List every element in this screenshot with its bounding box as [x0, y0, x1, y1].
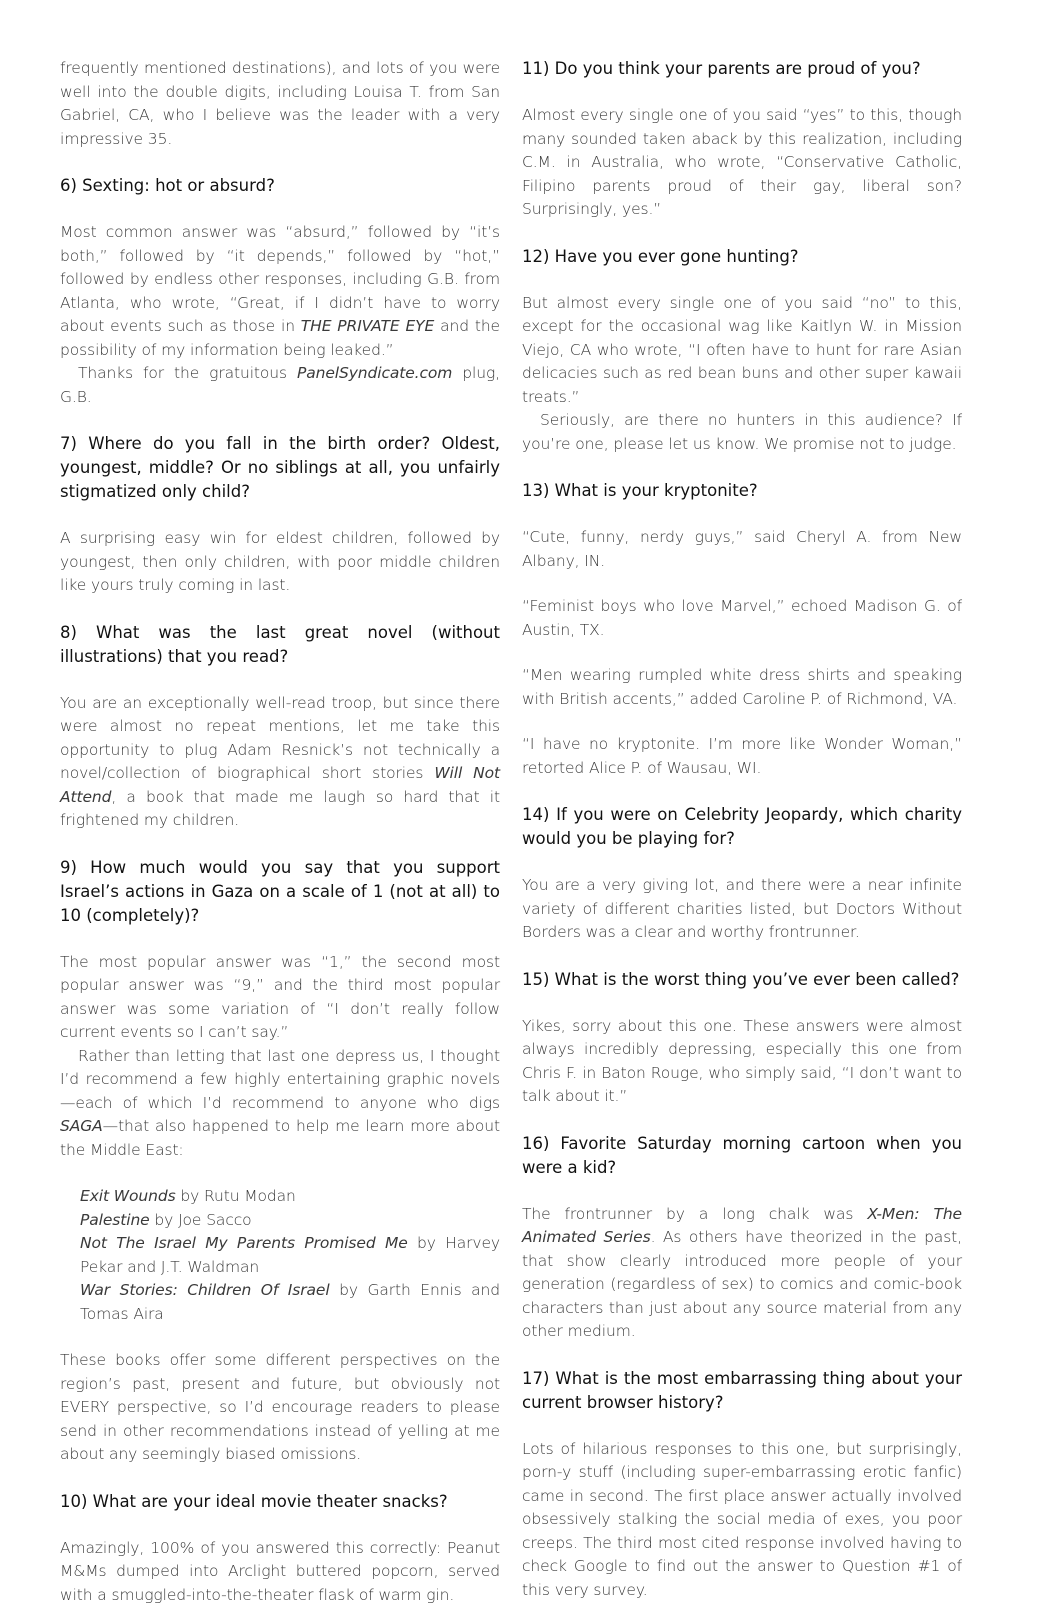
answer-6-text-a: Most common answer was “absurd,” followed by “it’s both,” followed by “it depends,” followed by “hot,” followed by endless other responses, including G.B. from Atlanta, who wrote, “Great, if I didn’t have to worry about events such as those in	[60, 223, 500, 335]
answer-6-followup-a: Thanks for the gratuitous	[78, 364, 297, 382]
question-15: 15) What is the worst thing you’ve ever been called?	[522, 968, 962, 992]
question-7: 7) Where do you fall in the birth order? Oldest, youngest, middle? Or no siblings at all, you unfairly stigmatized only child?	[60, 432, 500, 504]
book-item	[80, 1279, 500, 1326]
question-8: 8) What was the last great novel (without illustrations) that you read?	[60, 621, 500, 669]
answer-16-text-c: . As others have theorized in the past, that show clearly introduced more people of your generation (regardless of sex) to comics and comic-book characters than just about any source material from any other medium.	[522, 1228, 962, 1340]
answer-9-text-c: —that also happened to help me learn more about the Middle East:	[60, 1117, 500, 1159]
answer-7-paragraph: A surprising easy win for eldest children, followed by youngest, then only children, with poor middle children like yours truly coming in last.	[60, 527, 500, 598]
answer-8-paragraph	[60, 692, 500, 833]
question-14: 14) If you were on Celebrity Jeopardy, which charity would you be playing for?	[522, 803, 962, 851]
answer-10-paragraph: Amazingly, 100% of you answered this correctly: Peanut M&Ms dumped into Arclight buttered popcorn, served with a smuggled-into-the-theater flask of warm gin.	[60, 1537, 500, 1607]
book-author: by Rutu Modan	[176, 1187, 296, 1205]
question-16: 16) Favorite Saturday morning cartoon when you were a kid?	[522, 1132, 962, 1180]
answer-11-paragraph: Almost every single one of you said “yes” to this, though many sounded taken aback by this realization, including C.M. in Australia, who wrote, “Conservative Catholic, Filipino parents proud of their gay, liberal son? Surprisingly, yes.”	[522, 104, 962, 222]
answer-6-italic-title: THE PRIVATE EYE	[301, 317, 434, 335]
question-6: 6) Sexting: hot or absurd?	[60, 174, 500, 198]
question-13: 13) What is your kryptonite?	[522, 479, 962, 503]
answer-6-followup	[60, 362, 500, 409]
answer-16-text-a: The frontrunner by a long chalk was	[522, 1205, 867, 1223]
answer-6-paragraph	[60, 221, 500, 362]
answer-17-paragraph: Lots of hilarious responses to this one, but surprisingly, porn-y stuff (including super-embarrassing erotic fanfic) came in second. The first place answer actually involved obsessively stalking the social media of exes, you poor creeps. The third most cited response involved having to check Google to find out the answer to Question #1 of this very survey.	[522, 1438, 962, 1603]
answer-9-text-a: Rather than letting that last one depress us, I thought I’d recommend a few highly entertaining graphic novels—each of which I’d recommend to anyone who digs	[60, 1047, 500, 1112]
book-title: Palestine	[80, 1211, 150, 1229]
right-column	[522, 57, 962, 1602]
book-title: Not The Israel My Parents Promised Me	[80, 1234, 408, 1252]
answer-8-book-title: Will Not Attend	[60, 764, 500, 806]
answer-12-paragraph-1: But almost every single one of you said “no” to this, except for the occasional wag like Kaitlyn W. in Mission Viejo, CA who wrote, “I often have to hunt for rare Asian delicacies such as red bean buns and other super kawaii treats.”	[522, 292, 962, 410]
answer-13-quote-1: “Cute, funny, nerdy guys,” said Cheryl A. from New Albany, IN.	[522, 526, 962, 573]
question-9: 9) How much would you say that you support Israel’s actions in Gaza on a scale of 1 (not at all) to 10 (completely)?	[60, 856, 500, 928]
answer-9-paragraph-2	[60, 1045, 500, 1163]
question-10: 10) What are your ideal movie theater snacks?	[60, 1490, 500, 1514]
answer-14-paragraph: You are a very giving lot, and there were a near infinite variety of different charities listed, but Doctors Without Borders was a clear and worthy frontrunner.	[522, 874, 962, 945]
answer-8-text-c: , a book that made me laugh so hard that it frightened my children.	[60, 788, 500, 830]
answer-12-paragraph-2: Seriously, are there no hunters in this audience? If you’re one, please let us know. We promise not to judge.	[522, 409, 962, 456]
answer-8-text-a: You are an exceptionally well-read troop, but since there were almost no repeat mentions, let me take this opportunity to plug Adam Resnick’s not technically a novel/collection of biographical short stories	[60, 694, 500, 783]
answer-13-quote-2: “Feminist boys who love Marvel,” echoed Madison G. of Austin, TX.	[522, 595, 962, 642]
question-17: 17) What is the most embarrassing thing about your current browser history?	[522, 1367, 962, 1415]
book-title: Exit Wounds	[80, 1187, 176, 1205]
answer-16-show-title: X-Men: The Animated Series	[522, 1205, 962, 1247]
answer-6-text-c: and the possibility of my information being leaked.”	[60, 317, 500, 359]
answer-15-paragraph: Yikes, sorry about this one. These answers were almost always incredibly depressing, especially this one from Chris F. in Baton Rouge, who simply said, “I don’t want to talk about it.”	[522, 1015, 962, 1109]
intro-paragraph: frequently mentioned destinations), and lots of you were well into the double digits, including Louisa T. from San Gabriel, CA, who I believe was the leader with a very impressive 35.	[60, 57, 500, 151]
answer-13-quote-3: “Men wearing rumpled white dress shirts and speaking with British accents,” added Caroline P. of Richmond, VA.	[522, 664, 962, 711]
left-column	[60, 57, 500, 1607]
answer-6-followup-site: PanelSyndicate.com	[297, 364, 452, 382]
answer-16-paragraph	[522, 1203, 962, 1344]
answer-13-quote-4: “I have no kryptonite. I’m more like Wonder Woman,” retorted Alice P. of Wausau, WI.	[522, 733, 962, 780]
book-item	[80, 1209, 500, 1233]
answer-9-paragraph-3: These books offer some different perspectives on the region’s past, present and future, but obviously not EVERY perspective, so I’d encourage readers to please send in other recommendations instead of yelling at me about any seemingly biased omissions.	[60, 1349, 500, 1467]
book-title: War Stories: Children Of Israel	[80, 1281, 330, 1299]
question-12: 12) Have you ever gone hunting?	[522, 245, 962, 269]
answer-9-paragraph-1: The most popular answer was “1,” the second most popular answer was “9,” and the third most popular answer was some variation of “I don’t really follow current events so I can’t say.”	[60, 951, 500, 1045]
question-11: 11) Do you think your parents are proud of you?	[522, 57, 962, 81]
book-author: by Garth Ennis and Tomas Aira	[80, 1281, 500, 1323]
book-author: by Joe Sacco	[150, 1211, 252, 1229]
book-author: by Harvey Pekar and J.T. Waldman	[80, 1234, 500, 1276]
book-item	[80, 1232, 500, 1279]
book-list	[80, 1185, 500, 1326]
answer-6-followup-c: plug, G.B.	[60, 364, 500, 406]
answer-9-saga: SAGA	[60, 1117, 103, 1135]
book-item	[80, 1185, 500, 1209]
